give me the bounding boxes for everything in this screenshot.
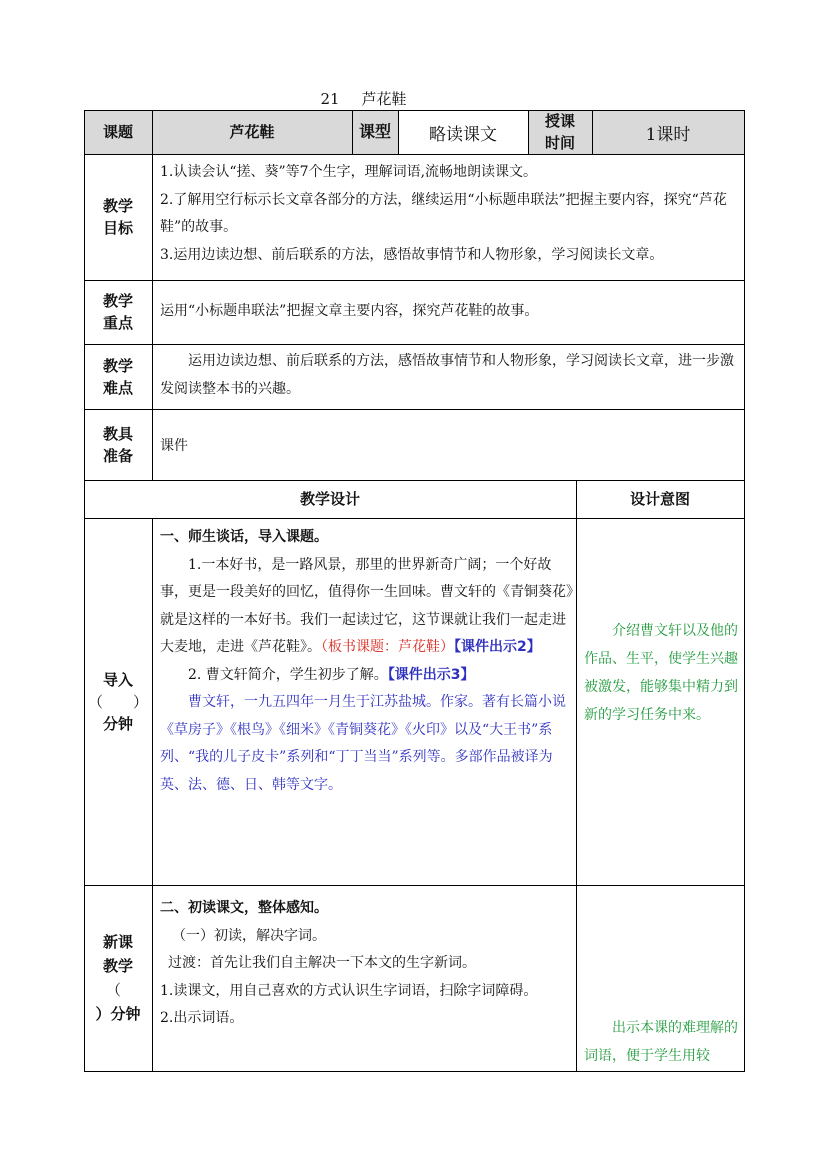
- newlesson-line-4: 2.出示词语。: [160, 1010, 244, 1026]
- label-topic: 课题: [102, 123, 133, 141]
- label-intro: [84, 518, 152, 885]
- newlesson-line-2: 过渡：首先让我们自主解决一下本文的生字新词。: [168, 955, 476, 971]
- lesson-number: 21: [320, 90, 340, 108]
- intro-paragraph-1: [160, 552, 574, 662]
- intro-p1-slide: 【课件出示2】: [454, 639, 541, 655]
- objective-item: 1.认读会认“搓、葵”等7个生字，理解词语,流畅地朗读课文。: [160, 164, 538, 180]
- label-newlesson-b: 教学: [102, 957, 133, 975]
- lesson-title: 芦花鞋: [361, 90, 407, 108]
- label-objectives: 教学目标: [102, 197, 133, 237]
- intro-intent: 介绍曹文轩以及他的作品、生平，使学生兴趣被激发，能够集中精力到新的学习任务中来。: [584, 623, 738, 723]
- label-newlesson-a: 新课: [102, 933, 133, 951]
- label-intro-a: 导入: [102, 670, 133, 689]
- newlesson-line-1: （一）初读，解决字词。: [172, 927, 326, 944]
- design-header: 教学设计: [299, 490, 360, 508]
- label-newlesson: [84, 885, 152, 1071]
- label-key-points: 教学重点: [102, 292, 133, 332]
- intro-p2-text: 2. 曹文轩简介，学生初步了解。: [188, 666, 388, 683]
- time-value: 1课时: [645, 124, 691, 145]
- label-time: 授课时间: [544, 112, 575, 152]
- page-title: [0, 88, 827, 109]
- label-difficulties: 教学难点: [102, 356, 133, 397]
- objective-item: 3.运用边读边想、前后联系的方法，感悟故事情节和人物形象，学习阅读长文章。: [160, 246, 664, 263]
- label-newlesson-d: ）分钟: [95, 1005, 141, 1023]
- newlesson-intent: 出示本课的难理解的词语，便于学生用较: [584, 1020, 738, 1064]
- objectives-list: [160, 159, 744, 269]
- intro-paragraph-2: [160, 662, 574, 690]
- newlesson-heading: 二、初读课文，整体感知。: [160, 900, 328, 916]
- newlesson-line-3: 1.读课文，用自己喜欢的方式认识生字词语，扫除字词障碍。: [160, 982, 538, 999]
- intro-content: [160, 524, 574, 799]
- materials-text: 课件: [160, 438, 188, 454]
- difficulties-text: 运用边读边想、前后联系的方法，感悟故事情节和人物形象，学习阅读长文章，进一步激发阅读整本书的兴趣。: [160, 353, 734, 397]
- type-value: 略读课文: [398, 110, 528, 154]
- label-intro-b: （ ）: [87, 692, 148, 711]
- key-points-text: 运用“小标题串联法”把握文章主要内容，探究芦花鞋的故事。: [160, 303, 539, 319]
- label-intro-c: 分钟: [102, 714, 133, 733]
- objective-item: 2.了解用空行标示长文章各部分的方法，继续运用“小标题串联法”把握主要内容，探究“芦花鞋”的故事。: [160, 191, 727, 235]
- intro-paragraph-3: 曹文轩，一九五四年一月生于江苏盐城。作家。著有长篇小说《草房子》《根鸟》《细米》《青铜葵花》《火印》以及“大王书”系列、“我的儿子皮卡”系列和“丁丁当当”系列等。多部作品被译为英、法、德、日、韩等文字。: [160, 694, 566, 793]
- label-type: 课型: [358, 122, 391, 141]
- intro-heading: 一、师生谈话，导入课题。: [160, 529, 328, 545]
- intro-p1-text: 1.一本好书，是一路风景，那里的世界新奇广阔；一个好故事，更是一段美好的回忆，值得你一生回味。曹文轩的《青铜葵花》就是这样的一本好书。我们一起读过它，这节课就让我们一起走进大麦地，走进《芦花鞋》。: [160, 556, 573, 655]
- newlesson-content: [160, 895, 574, 1033]
- intro-p2-slide: 【课件出示3】: [387, 666, 475, 683]
- intro-p1-board: （板书课题：芦花鞋）: [321, 639, 454, 655]
- intent-header: 设计意图: [629, 490, 690, 508]
- topic-value: 芦花鞋: [229, 123, 275, 141]
- label-newlesson-c: （: [106, 981, 122, 999]
- label-materials: 教具准备: [102, 424, 133, 465]
